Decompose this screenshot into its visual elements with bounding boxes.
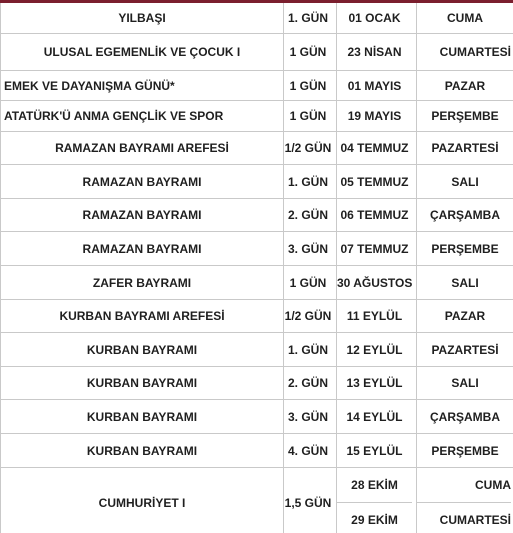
holiday-weekday-pair — [417, 468, 513, 533]
holiday-name: KURBAN BAYRAMI — [1, 333, 284, 367]
table-row — [1, 199, 513, 232]
holiday-date: 19 MAYIS — [337, 101, 417, 132]
holiday-duration: 1/2 GÜN — [284, 300, 337, 333]
holiday-date: 01 MAYIS — [337, 71, 417, 101]
holiday-weekday: PERŞEMBE — [417, 101, 513, 132]
holiday-duration: 1. GÜN — [284, 165, 337, 199]
holiday-weekday: PAZARTESİ — [417, 333, 513, 367]
holiday-name: KURBAN BAYRAMI — [1, 434, 284, 468]
holiday-name: ATATÜRK'Ü ANMA GENÇLİK VE SPOR — [1, 101, 284, 132]
table-row — [1, 132, 513, 165]
holiday-duration: 1 GÜN — [284, 71, 337, 101]
holiday-duration: 1/2 GÜN — [284, 132, 337, 165]
table-row — [1, 232, 513, 266]
holiday-name: RAMAZAN BAYRAMI — [1, 165, 284, 199]
holiday-weekday: CUMARTESİ — [417, 34, 513, 71]
holiday-weekday: SALI — [417, 266, 513, 300]
holiday-name: KURBAN BAYRAMI AREFESİ — [1, 300, 284, 333]
holiday-date: 05 TEMMUZ — [337, 165, 417, 199]
holiday-weekday: SALI — [417, 367, 513, 400]
holiday-weekday: PAZAR — [417, 71, 513, 101]
holiday-duration: 4. GÜN — [284, 434, 337, 468]
table-row — [1, 266, 513, 300]
holiday-duration: 3. GÜN — [284, 400, 337, 434]
holiday-date: 13 EYLÜL — [337, 367, 417, 400]
holiday-name: KURBAN BAYRAMI — [1, 367, 284, 400]
holiday-weekday: PERŞEMBE — [417, 232, 513, 266]
holiday-date: 23 NİSAN — [337, 34, 417, 71]
holiday-date: 12 EYLÜL — [337, 333, 417, 367]
holiday-duration: 2. GÜN — [284, 199, 337, 232]
table-row-republic-day — [1, 468, 513, 533]
holiday-name: RAMAZAN BAYRAMI — [1, 199, 284, 232]
holiday-name: RAMAZAN BAYRAMI — [1, 232, 284, 266]
holiday-duration: 1. GÜN — [284, 333, 337, 367]
holiday-duration: 1 GÜN — [284, 266, 337, 300]
holiday-duration: 1. GÜN — [284, 2, 337, 34]
table-row — [1, 34, 513, 71]
holiday-name: YILBAŞI — [1, 2, 284, 34]
holiday-date: 06 TEMMUZ — [337, 199, 417, 232]
holiday-duration: 3. GÜN — [284, 232, 337, 266]
table-row — [1, 71, 513, 101]
holiday-date: 28 EKİM — [337, 468, 412, 503]
holiday-name: CUMHURİYET I — [1, 468, 284, 533]
holiday-name: ZAFER BAYRAMI — [1, 266, 284, 300]
holiday-weekday: ÇARŞAMBA — [417, 199, 513, 232]
holiday-weekday: PAZAR — [417, 300, 513, 333]
holiday-date: 15 EYLÜL — [337, 434, 417, 468]
table-row — [1, 101, 513, 132]
table-row — [1, 165, 513, 199]
holiday-weekday: CUMARTESİ — [439, 513, 511, 527]
table-row — [1, 2, 513, 34]
holiday-date-pair — [337, 468, 417, 533]
holiday-name: ULUSAL EGEMENLİK VE ÇOCUK I — [1, 34, 284, 71]
table-row — [1, 434, 513, 468]
holiday-date: 14 EYLÜL — [337, 400, 417, 434]
holiday-duration: 1 GÜN — [284, 34, 337, 71]
holiday-duration: 2. GÜN — [284, 367, 337, 400]
holiday-name: EMEK VE DAYANIŞMA GÜNÜ* — [1, 71, 284, 101]
holiday-duration: 1 GÜN — [284, 101, 337, 132]
holiday-date: 30 AĞUSTOS — [337, 266, 417, 300]
holiday-weekday: PAZARTESİ — [417, 132, 513, 165]
holiday-weekday: ÇARŞAMBA — [417, 400, 513, 434]
holiday-date: 01 OCAK — [337, 2, 417, 34]
holiday-date: 07 TEMMUZ — [337, 232, 417, 266]
holiday-duration: 1,5 GÜN — [284, 468, 337, 533]
holiday-name: RAMAZAN BAYRAMI AREFESİ — [1, 132, 284, 165]
holiday-weekday: CUMA — [417, 468, 511, 503]
holiday-date: 04 TEMMUZ — [337, 132, 417, 165]
holiday-weekday: CUMA — [417, 2, 513, 34]
holiday-name: KURBAN BAYRAMI — [1, 400, 284, 434]
holiday-date: 29 EKİM — [351, 513, 398, 527]
holiday-weekday: PERŞEMBE — [417, 434, 513, 468]
table-row — [1, 300, 513, 333]
holiday-date: 11 EYLÜL — [337, 300, 417, 333]
holiday-weekday: SALI — [417, 165, 513, 199]
table-row — [1, 400, 513, 434]
table-row — [1, 367, 513, 400]
table-row — [1, 333, 513, 367]
